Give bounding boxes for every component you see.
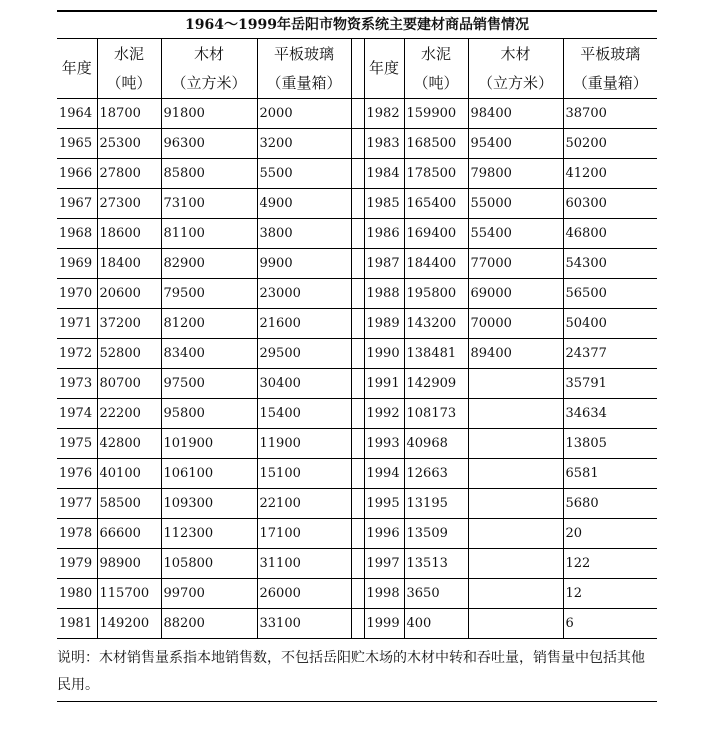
table-row bbox=[57, 309, 657, 339]
cell-left-cement: 149200 bbox=[97, 609, 161, 639]
column-gap bbox=[351, 159, 364, 189]
cell-left-glass: 33100 bbox=[257, 609, 351, 639]
cell-left-glass: 15100 bbox=[257, 459, 351, 489]
cell-left-timber: 91800 bbox=[161, 99, 257, 129]
cell-right-year: 1986 bbox=[364, 219, 404, 249]
cell-right-timber bbox=[468, 399, 563, 429]
cell-right-timber bbox=[468, 489, 563, 519]
cell-right-glass: 35791 bbox=[563, 369, 657, 399]
cell-right-year: 1996 bbox=[364, 519, 404, 549]
table-row bbox=[57, 339, 657, 369]
cell-right-cement: 184400 bbox=[404, 249, 468, 279]
cell-right-year: 1983 bbox=[364, 129, 404, 159]
cell-right-timber bbox=[468, 459, 563, 489]
table-row bbox=[57, 189, 657, 219]
header-year: 年度 bbox=[364, 39, 404, 99]
cell-right-cement: 142909 bbox=[404, 369, 468, 399]
cell-left-cement: 58500 bbox=[97, 489, 161, 519]
cell-right-year: 1984 bbox=[364, 159, 404, 189]
cell-left-cement: 18600 bbox=[97, 219, 161, 249]
table-row bbox=[57, 459, 657, 489]
cell-left-timber: 88200 bbox=[161, 609, 257, 639]
cell-left-year: 1973 bbox=[57, 369, 97, 399]
cell-right-timber: 79800 bbox=[468, 159, 563, 189]
cell-left-year: 1968 bbox=[57, 219, 97, 249]
cell-right-glass: 56500 bbox=[563, 279, 657, 309]
cell-right-year: 1993 bbox=[364, 429, 404, 459]
cell-right-year: 1988 bbox=[364, 279, 404, 309]
cell-right-cement: 13509 bbox=[404, 519, 468, 549]
table-row bbox=[57, 489, 657, 519]
cell-right-glass: 38700 bbox=[563, 99, 657, 129]
cell-right-timber: 55400 bbox=[468, 219, 563, 249]
cell-right-cement: 400 bbox=[404, 609, 468, 639]
cell-left-cement: 40100 bbox=[97, 459, 161, 489]
cell-left-glass: 31100 bbox=[257, 549, 351, 579]
cell-right-glass: 122 bbox=[563, 549, 657, 579]
cell-right-year: 1985 bbox=[364, 189, 404, 219]
cell-right-glass: 6 bbox=[563, 609, 657, 639]
cell-left-timber: 82900 bbox=[161, 249, 257, 279]
header-cement: 水泥 （吨） bbox=[97, 39, 161, 99]
cell-right-year: 1992 bbox=[364, 399, 404, 429]
cell-right-cement: 195800 bbox=[404, 279, 468, 309]
column-gap bbox=[351, 549, 364, 579]
cell-right-glass: 20 bbox=[563, 519, 657, 549]
cell-left-timber: 95800 bbox=[161, 399, 257, 429]
cell-left-timber: 101900 bbox=[161, 429, 257, 459]
cell-left-year: 1965 bbox=[57, 129, 97, 159]
cell-right-cement: 159900 bbox=[404, 99, 468, 129]
cell-left-cement: 27800 bbox=[97, 159, 161, 189]
cell-left-glass: 26000 bbox=[257, 579, 351, 609]
cell-right-year: 1999 bbox=[364, 609, 404, 639]
header-cement: 水泥 （吨） bbox=[404, 39, 468, 99]
column-gap bbox=[351, 459, 364, 489]
table-row bbox=[57, 609, 657, 639]
cell-left-year: 1974 bbox=[57, 399, 97, 429]
column-gap bbox=[351, 279, 364, 309]
cell-right-timber: 70000 bbox=[468, 309, 563, 339]
cell-right-timber: 95400 bbox=[468, 129, 563, 159]
cell-right-glass: 60300 bbox=[563, 189, 657, 219]
cell-right-year: 1994 bbox=[364, 459, 404, 489]
cell-right-year: 1987 bbox=[364, 249, 404, 279]
cell-left-year: 1975 bbox=[57, 429, 97, 459]
header-timber: 木材 （立方米） bbox=[468, 39, 563, 99]
cell-left-cement: 42800 bbox=[97, 429, 161, 459]
cell-left-glass: 3200 bbox=[257, 129, 351, 159]
cell-left-timber: 99700 bbox=[161, 579, 257, 609]
cell-right-timber: 77000 bbox=[468, 249, 563, 279]
cell-left-cement: 66600 bbox=[97, 519, 161, 549]
cell-left-cement: 18700 bbox=[97, 99, 161, 129]
cell-right-cement: 108173 bbox=[404, 399, 468, 429]
cell-right-cement: 12663 bbox=[404, 459, 468, 489]
table-row bbox=[57, 99, 657, 129]
column-gap bbox=[351, 39, 364, 99]
table-row bbox=[57, 399, 657, 429]
cell-left-year: 1980 bbox=[57, 579, 97, 609]
cell-right-year: 1998 bbox=[364, 579, 404, 609]
cell-right-glass: 41200 bbox=[563, 159, 657, 189]
cell-left-cement: 115700 bbox=[97, 579, 161, 609]
cell-left-glass: 11900 bbox=[257, 429, 351, 459]
cell-left-timber: 81100 bbox=[161, 219, 257, 249]
cell-left-cement: 22200 bbox=[97, 399, 161, 429]
cell-right-year: 1982 bbox=[364, 99, 404, 129]
cell-left-year: 1969 bbox=[57, 249, 97, 279]
cell-left-timber: 97500 bbox=[161, 369, 257, 399]
column-gap bbox=[351, 309, 364, 339]
table-row bbox=[57, 429, 657, 459]
cell-right-cement: 178500 bbox=[404, 159, 468, 189]
cell-right-glass: 12 bbox=[563, 579, 657, 609]
cell-left-glass: 29500 bbox=[257, 339, 351, 369]
table-row bbox=[57, 579, 657, 609]
header-glass: 平板玻璃 （重量箱） bbox=[563, 39, 657, 99]
column-gap bbox=[351, 369, 364, 399]
cell-left-glass: 3800 bbox=[257, 219, 351, 249]
cell-left-timber: 106100 bbox=[161, 459, 257, 489]
column-gap bbox=[351, 339, 364, 369]
cell-right-cement: 168500 bbox=[404, 129, 468, 159]
cell-right-cement: 13513 bbox=[404, 549, 468, 579]
cell-right-glass: 34634 bbox=[563, 399, 657, 429]
cell-right-glass: 5680 bbox=[563, 489, 657, 519]
column-gap bbox=[351, 519, 364, 549]
table-row bbox=[57, 279, 657, 309]
column-gap bbox=[351, 429, 364, 459]
cell-left-year: 1978 bbox=[57, 519, 97, 549]
cell-left-timber: 109300 bbox=[161, 489, 257, 519]
column-gap bbox=[351, 219, 364, 249]
cell-right-glass: 50400 bbox=[563, 309, 657, 339]
header-year: 年度 bbox=[57, 39, 97, 99]
cell-left-cement: 20600 bbox=[97, 279, 161, 309]
column-gap bbox=[351, 579, 364, 609]
cell-left-year: 1981 bbox=[57, 609, 97, 639]
column-gap bbox=[351, 249, 364, 279]
cell-left-glass: 21600 bbox=[257, 309, 351, 339]
cell-right-glass: 24377 bbox=[563, 339, 657, 369]
cell-left-cement: 80700 bbox=[97, 369, 161, 399]
cell-left-timber: 105800 bbox=[161, 549, 257, 579]
cell-left-cement: 52800 bbox=[97, 339, 161, 369]
column-gap bbox=[351, 489, 364, 519]
cell-left-glass: 22100 bbox=[257, 489, 351, 519]
table-row bbox=[57, 519, 657, 549]
cell-left-year: 1972 bbox=[57, 339, 97, 369]
cell-right-year: 1989 bbox=[364, 309, 404, 339]
cell-right-glass: 6581 bbox=[563, 459, 657, 489]
table-row bbox=[57, 549, 657, 579]
column-gap bbox=[351, 609, 364, 639]
cell-left-cement: 98900 bbox=[97, 549, 161, 579]
table-row bbox=[57, 219, 657, 249]
header-timber: 木材 （立方米） bbox=[161, 39, 257, 99]
column-gap bbox=[351, 189, 364, 219]
cell-left-glass: 9900 bbox=[257, 249, 351, 279]
cell-right-cement: 40968 bbox=[404, 429, 468, 459]
cell-left-year: 1976 bbox=[57, 459, 97, 489]
cell-left-year: 1967 bbox=[57, 189, 97, 219]
cell-left-glass: 17100 bbox=[257, 519, 351, 549]
cell-right-glass: 50200 bbox=[563, 129, 657, 159]
cell-left-year: 1979 bbox=[57, 549, 97, 579]
cell-right-cement: 165400 bbox=[404, 189, 468, 219]
cell-right-glass: 13805 bbox=[563, 429, 657, 459]
cell-right-cement: 13195 bbox=[404, 489, 468, 519]
cell-right-timber bbox=[468, 369, 563, 399]
cell-right-year: 1997 bbox=[364, 549, 404, 579]
document bbox=[57, 10, 657, 702]
header-row bbox=[57, 39, 657, 99]
cell-right-year: 1991 bbox=[364, 369, 404, 399]
table-row bbox=[57, 369, 657, 399]
cell-right-timber: 55000 bbox=[468, 189, 563, 219]
table-row bbox=[57, 249, 657, 279]
cell-left-glass: 30400 bbox=[257, 369, 351, 399]
cell-right-glass: 54300 bbox=[563, 249, 657, 279]
column-gap bbox=[351, 99, 364, 129]
table-row bbox=[57, 159, 657, 189]
cell-right-timber bbox=[468, 609, 563, 639]
cell-right-cement: 143200 bbox=[404, 309, 468, 339]
cell-left-year: 1977 bbox=[57, 489, 97, 519]
table-row bbox=[57, 129, 657, 159]
cell-left-timber: 81200 bbox=[161, 309, 257, 339]
column-gap bbox=[351, 399, 364, 429]
cell-left-cement: 27300 bbox=[97, 189, 161, 219]
cell-left-glass: 4900 bbox=[257, 189, 351, 219]
cell-right-timber bbox=[468, 429, 563, 459]
cell-right-timber bbox=[468, 549, 563, 579]
cell-left-year: 1970 bbox=[57, 279, 97, 309]
cell-left-timber: 73100 bbox=[161, 189, 257, 219]
cell-left-glass: 23000 bbox=[257, 279, 351, 309]
cell-left-glass: 15400 bbox=[257, 399, 351, 429]
cell-left-timber: 83400 bbox=[161, 339, 257, 369]
cell-right-cement: 138481 bbox=[404, 339, 468, 369]
cell-right-year: 1990 bbox=[364, 339, 404, 369]
cell-left-timber: 96300 bbox=[161, 129, 257, 159]
cell-left-year: 1966 bbox=[57, 159, 97, 189]
cell-right-year: 1995 bbox=[364, 489, 404, 519]
cell-right-timber: 89400 bbox=[468, 339, 563, 369]
table-title: 1964～1999年岳阳市物资系统主要建材商品销售情况 bbox=[57, 12, 657, 39]
cell-right-timber bbox=[468, 519, 563, 549]
cell-right-cement: 169400 bbox=[404, 219, 468, 249]
cell-left-cement: 37200 bbox=[97, 309, 161, 339]
footnote: 说明：木材销售量系指本地销售数，不包括岳阳贮木场的木材中转和吞吐量，销售量中包括其他民用。 bbox=[57, 639, 657, 702]
cell-left-glass: 2000 bbox=[257, 99, 351, 129]
sales-table bbox=[57, 39, 657, 639]
cell-left-year: 1964 bbox=[57, 99, 97, 129]
cell-right-timber: 69000 bbox=[468, 279, 563, 309]
cell-left-glass: 5500 bbox=[257, 159, 351, 189]
cell-right-glass: 46800 bbox=[563, 219, 657, 249]
cell-right-cement: 3650 bbox=[404, 579, 468, 609]
cell-left-cement: 18400 bbox=[97, 249, 161, 279]
column-gap bbox=[351, 129, 364, 159]
cell-left-timber: 85800 bbox=[161, 159, 257, 189]
cell-left-timber: 79500 bbox=[161, 279, 257, 309]
cell-left-timber: 112300 bbox=[161, 519, 257, 549]
cell-left-year: 1971 bbox=[57, 309, 97, 339]
cell-left-cement: 25300 bbox=[97, 129, 161, 159]
cell-right-timber bbox=[468, 579, 563, 609]
header-glass: 平板玻璃 （重量箱） bbox=[257, 39, 351, 99]
cell-right-timber: 98400 bbox=[468, 99, 563, 129]
